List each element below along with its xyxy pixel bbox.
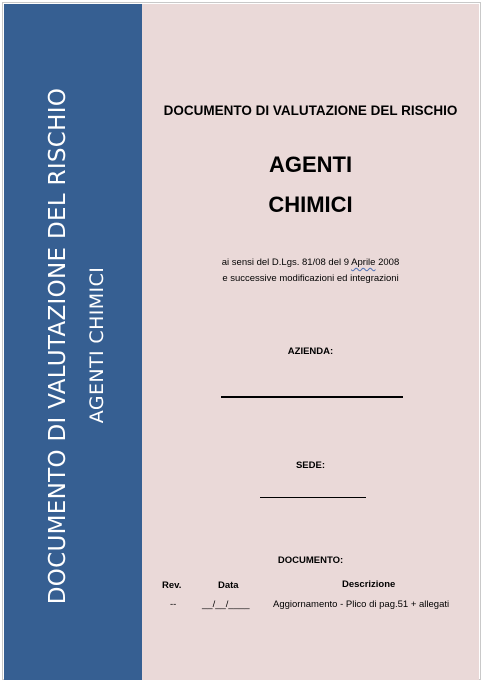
main-title-line1: AGENTI: [268, 152, 353, 177]
sede-fill-line: [260, 497, 366, 498]
cover-content: [142, 4, 479, 680]
documento-label: DOCUMENTO:: [277, 555, 344, 566]
revision-header-descrizione: Descrizione: [342, 579, 396, 590]
main-title-line2: CHIMICI: [268, 192, 353, 217]
azienda-label: AZIENDA:: [287, 346, 334, 357]
sede-label: SEDE:: [295, 460, 326, 471]
law-reference-prefix: ai sensi del D.Lgs. 81/08 del 9: [221, 257, 352, 268]
law-reference-month: Aprile: [351, 257, 376, 268]
document-title: DOCUMENTO DI VALUTAZIONE DEL RISCHIO: [163, 103, 458, 118]
azienda-fill-line: [221, 396, 403, 398]
sidebar-title-line2: AGENTI CHIMICI: [86, 266, 108, 424]
law-amendments: e successive modificazioni ed integrazioni: [222, 273, 399, 284]
law-reference: [142, 257, 479, 268]
revision-header-data: Data: [218, 580, 239, 591]
revision-row-descrizione: Aggiornamento - Plico di pag.51 + allegati: [273, 599, 450, 610]
revision-row-rev: --: [170, 599, 177, 610]
cover-sidebar: [4, 4, 142, 680]
revision-row-data: __/__/____: [202, 599, 250, 610]
revision-header-rev: Rev.: [162, 580, 182, 591]
sidebar-title-line1: DOCUMENTO DI VALUTAZIONE DEL RISCHIO: [45, 87, 71, 605]
law-reference-suffix: 2008: [375, 257, 400, 268]
